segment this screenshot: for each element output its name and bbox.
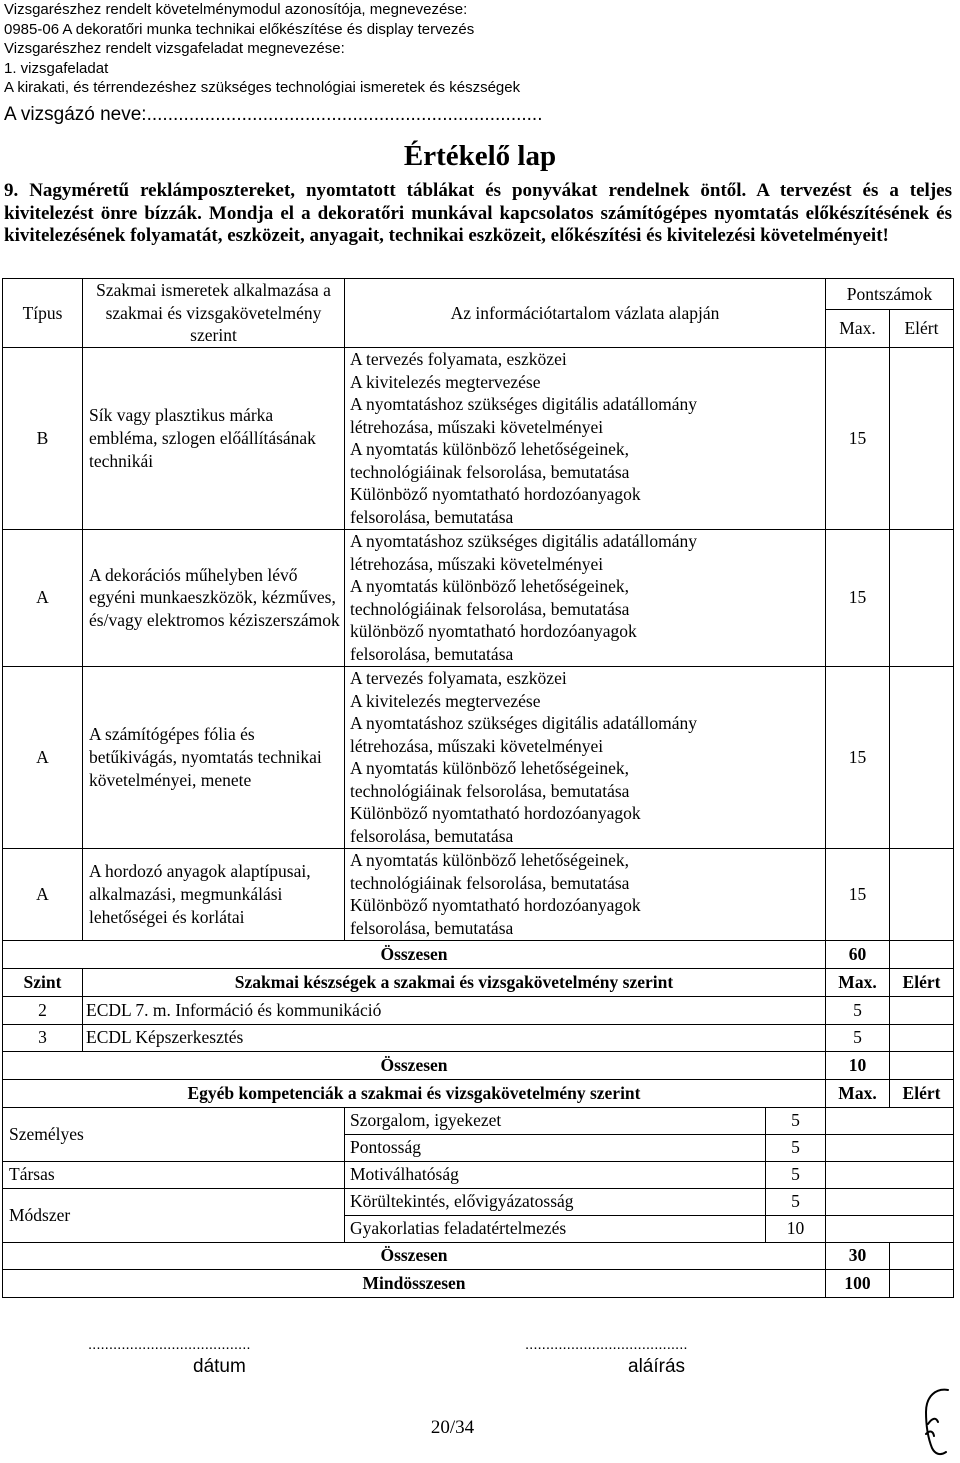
grand-total-achieved-cell[interactable] <box>890 1269 954 1297</box>
info-line: A nyomtatáshoz szükséges digitális adatállomány <box>350 531 698 551</box>
knowledge-topic: A számítógépes fólia és betűkivágás, nyomtatás technikai követelményei, menete <box>83 666 345 848</box>
skills-header-row <box>3 968 954 996</box>
skills-level-header: Szint <box>3 968 83 996</box>
info-line: létrehozása, műszaki követelményei <box>350 735 604 756</box>
subtotal-row <box>3 940 954 968</box>
subtotal-label: Összesen <box>3 940 826 968</box>
subtotal-row <box>3 1051 954 1079</box>
knowledge-achieved-cell[interactable] <box>890 848 954 940</box>
info-line: felsorolása, bemutatása <box>350 643 514 664</box>
info-line: A nyomtatás különböző lehetőségeinek, <box>350 576 629 597</box>
other-max: 10 <box>766 1215 826 1242</box>
knowledge-achieved-cell[interactable] <box>890 529 954 666</box>
other-achieved-cell[interactable] <box>826 1161 954 1188</box>
info-line: A nyomtatás különböző lehetőségeinek, <box>350 850 629 871</box>
other-group: Társas <box>3 1161 345 1188</box>
info-line: technológiáinak felsorolása, bemutatása <box>350 598 630 619</box>
info-line: Különböző nyomtatható hordozóanyagok <box>350 484 641 505</box>
knowledge-info <box>345 848 826 940</box>
skills-heading: Szakmai készségek a szakmai és vizsgakövetelmény szerint <box>83 968 826 996</box>
col-max-header: Max. <box>826 310 890 347</box>
info-line: felsorolása, bemutatása <box>350 507 514 528</box>
other-group: Személyes <box>3 1107 345 1161</box>
other-row <box>3 1107 954 1134</box>
subtotal-value: 60 <box>826 940 890 968</box>
knowledge-row <box>3 848 954 940</box>
info-line: A nyomtatáshoz szükséges digitális adatállomány <box>350 394 698 415</box>
knowledge-max: 15 <box>826 347 890 529</box>
other-item: Körültekintés, elővigyázatosság <box>345 1188 766 1215</box>
skills-max-header: Max. <box>826 968 890 996</box>
knowledge-max: 15 <box>826 666 890 848</box>
other-achieved-cell[interactable] <box>826 1134 954 1161</box>
skills-row <box>3 1024 954 1051</box>
info-line: különböző nyomtatható hordozóanyagok <box>350 621 637 642</box>
other-header-row <box>3 1079 954 1107</box>
info-line: létrehozása, műszaki követelményei <box>350 416 604 437</box>
knowledge-type: A <box>3 666 83 848</box>
knowledge-info <box>345 347 826 529</box>
page-title: Értékelő lap <box>403 140 557 172</box>
knowledge-row <box>3 529 954 666</box>
header-line-4: 1. vizsgafeladat <box>4 59 109 77</box>
other-max: 5 <box>766 1161 826 1188</box>
subtotal-label: Összesen <box>3 1051 826 1079</box>
page-number: 20/34 <box>430 1417 475 1438</box>
info-line: felsorolása, bemutatása <box>350 917 514 938</box>
info-line: technológiáinak felsorolása, bemutatása <box>350 461 630 482</box>
other-achieved-cell[interactable] <box>826 1188 954 1215</box>
col-achieved-header: Elért <box>890 310 954 347</box>
col-points-header: Pontszámok <box>826 279 954 310</box>
skills-level: 3 <box>3 1024 83 1051</box>
header-line-3: Vizsgarészhez rendelt vizsgafeladat megnevezése: <box>4 40 345 57</box>
info-line: létrehozása, műszaki követelményei <box>350 553 604 574</box>
other-row <box>3 1188 954 1215</box>
info-line: Különböző nyomtatható hordozóanyagok <box>350 895 641 916</box>
info-line: A nyomtatáshoz szükséges digitális adatállomány <box>350 713 698 734</box>
knowledge-type: B <box>3 347 83 529</box>
header-line-1: Vizsgarészhez rendelt követelménymodul azonosítója, megnevezése: <box>4 1 468 18</box>
info-line: technológiáinak felsorolása, bemutatása <box>350 872 630 893</box>
grand-total-label: Mindösszesen <box>3 1269 826 1297</box>
knowledge-row <box>3 666 954 848</box>
skills-name: ECDL 7. m. Információ és kommunikáció <box>83 996 826 1024</box>
skills-row <box>3 996 954 1024</box>
col-info-header: Az információtartalom vázlata alapján <box>345 279 826 348</box>
header-line-5: A kirakati, és térrendezéshez szükséges technológiai ismeretek és készségek <box>4 79 521 96</box>
col-knowledge-header: Szakmai ismeretek alkalmazása a szakmai és vizsgakövetelmény szerint <box>83 279 345 348</box>
knowledge-topic: A dekorációs műhelyben lévő egyéni munkaeszközök, kézműves, és/vagy elektromos kéziszerszámok <box>83 529 345 666</box>
other-achieved-header: Elért <box>890 1079 954 1107</box>
other-item: Pontosság <box>345 1134 766 1161</box>
subtotal-value: 10 <box>826 1051 890 1079</box>
skills-achieved-header: Elért <box>890 968 954 996</box>
other-heading: Egyéb kompetenciák a szakmai és vizsgakövetelmény szerint <box>3 1079 826 1107</box>
document-header <box>4 0 520 98</box>
table-header-row <box>3 279 954 310</box>
skills-name: ECDL Képszerkesztés <box>83 1024 826 1051</box>
knowledge-max: 15 <box>826 529 890 666</box>
subtotal-label: Összesen <box>3 1242 826 1269</box>
signature-dotted-line[interactable]: ....................................... <box>525 1336 688 1353</box>
knowledge-topic: A hordozó anyagok alaptípusai, alkalmazási, megmunkálási lehetőségei és korlátai <box>83 848 345 940</box>
other-achieved-cell[interactable] <box>826 1107 954 1134</box>
knowledge-achieved-cell[interactable] <box>890 347 954 529</box>
subtotal-row <box>3 1242 954 1269</box>
other-group: Módszer <box>3 1188 345 1242</box>
other-max: 5 <box>766 1188 826 1215</box>
knowledge-type: A <box>3 848 83 940</box>
subtotal-value: 30 <box>826 1242 890 1269</box>
knowledge-info <box>345 529 826 666</box>
other-item: Gyakorlatias feladatértelmezés <box>345 1215 766 1242</box>
knowledge-achieved-cell[interactable] <box>890 666 954 848</box>
info-line: felsorolása, bemutatása <box>350 826 514 847</box>
knowledge-max: 15 <box>826 848 890 940</box>
signature-label: aláírás <box>628 1356 686 1377</box>
info-line: A kivitelezés megtervezése <box>350 690 541 711</box>
knowledge-topic: Sík vagy plasztikus márka embléma, szlogen előállításának technikái <box>83 347 345 529</box>
knowledge-row <box>3 347 954 529</box>
date-dotted-line[interactable]: ....................................... <box>88 1336 251 1353</box>
grand-total-value: 100 <box>826 1269 890 1297</box>
info-line: A nyomtatás különböző lehetőségeinek, <box>350 758 629 779</box>
info-line: technológiáinak felsorolása, bemutatása <box>350 780 630 801</box>
skills-max: 5 <box>826 996 890 1024</box>
skills-achieved-cell[interactable] <box>890 996 954 1024</box>
other-item: Szorgalom, igyekezet <box>345 1107 766 1134</box>
subtotal-achieved-cell[interactable] <box>890 940 954 968</box>
skills-achieved-cell[interactable] <box>890 1024 954 1051</box>
skills-max: 5 <box>826 1024 890 1051</box>
grand-total-row <box>3 1269 954 1297</box>
handwritten-mark <box>918 1384 956 1459</box>
other-achieved-cell[interactable] <box>826 1215 954 1242</box>
col-type-header: Típus <box>3 279 83 348</box>
date-label: dátum <box>193 1356 246 1377</box>
other-item: Motiválhatóság <box>345 1161 766 1188</box>
info-line: A kivitelezés megtervezése <box>350 371 541 392</box>
skills-level: 2 <box>3 996 83 1024</box>
subtotal-achieved-cell[interactable] <box>890 1051 954 1079</box>
knowledge-type: A <box>3 529 83 666</box>
knowledge-info <box>345 666 826 848</box>
other-max: 5 <box>766 1107 826 1134</box>
header-line-2: 0985-06 A dekoratőri munka technikai előkészítése és display tervezés <box>4 20 475 38</box>
candidate-name-field[interactable]: A vizsgázó neve:........................................................................... <box>4 104 543 125</box>
other-max: 5 <box>766 1134 826 1161</box>
info-line: Különböző nyomtatható hordozóanyagok <box>350 803 641 824</box>
info-line: A tervezés folyamata, eszközei <box>350 348 567 369</box>
evaluation-table <box>2 278 954 1298</box>
other-row <box>3 1161 954 1188</box>
info-line: A nyomtatás különböző lehetőségeinek, <box>350 439 629 460</box>
subtotal-achieved-cell[interactable] <box>890 1242 954 1269</box>
info-line: A tervezés folyamata, eszközei <box>350 667 567 688</box>
task-description: 9. Nagyméretű reklámposztereket, nyomtatott táblákat és ponyvákat rendelnek öntől. A tervezést és a teljes kivitelezést önre bízzák. Mondja el a dekoratőri munkával kapcsolatos számítógépes nyomtatás előkészítésének és kivitelezésének folyamatát, eszközeit, anyagait, technikai eszközeit, előkészítési és kivitelezési követelményeit! <box>4 180 952 246</box>
other-max-header: Max. <box>826 1079 890 1107</box>
